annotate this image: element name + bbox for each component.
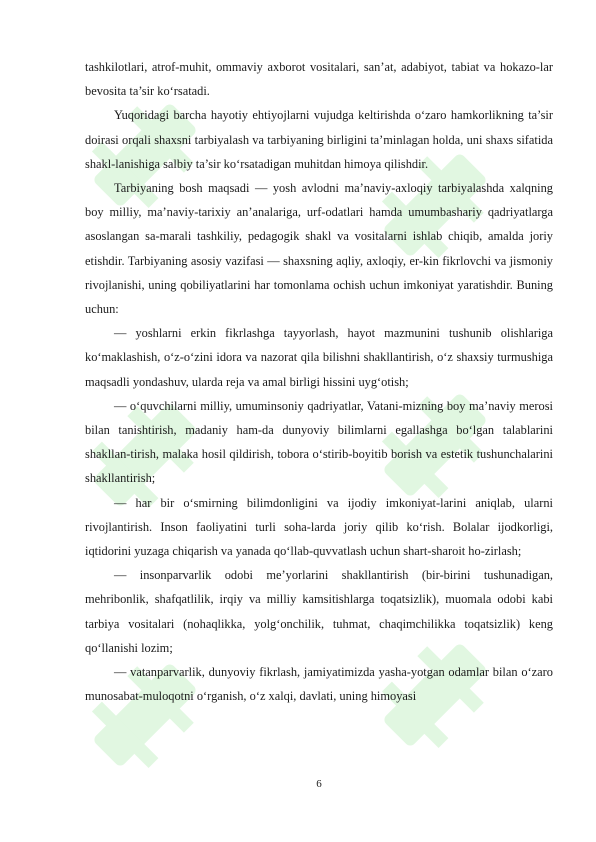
list-item: — yoshlarni erkin fikrlashga tayyorlash, hayot mazmunini tushunib olishlariga ko‘maklashish, o‘z-o‘zini idora va nazorat qila bilishni shakllantirish, o‘z shaxsiy turmushiga maqsadli yondashuv, ularda reja va amal birligi hissini uyg‘otish;	[85, 326, 553, 389]
list-item: — vatanparvarlik, dunyoviy fikrlash, jamiyatimizda yasha-yotgan odamlar bilan o‘zaro munosabat-muloqotni o‘rganish, o‘z xalqi, davlati, uning himoyasi	[85, 665, 553, 704]
list-item: — har bir o‘smirning bilimdonligini va ijodiy imkoniyat-larini aniqlab, ularni rivojlantirish. Inson faoliyatini turli soha-larda joriy qilib ko‘rish. Bolalar ijodkorligi, iqtidorini yuzaga chiqarish va yanada qo‘llab-quvvatlash uchun shart-sharoit ho-zirlash;	[85, 495, 553, 559]
list-item: — o‘quvchilarni milliy, umuminsoniy qadriyatlar, Vatani-mizning boy ma’naviy merosi bilan tanishtirish, madaniy ham-da dunyoviy bilimlarni egallashga bo‘lgan talablarini shakllan-tirish, malaka hosil qildirish, tobora o‘stirib-boyitib borish va estetik tushunchalarini shakllantirish;	[85, 398, 553, 486]
list-item: — insonparvarlik odobi me’yorlarini shakllantirish (bir-birini tushunadigan, mehribonlik, shafqatlilik, irqiy va milliy kamsitishlarga toqatsizlik), muomala odobi kabi tarbiya vositalari (nohaqlikka, yolg‘onchilik, tuhmat, chaqimchilikka toqatsizlik) keng qo‘llanishi lozim;	[85, 568, 553, 655]
body-text	[85, 55, 553, 708]
paragraph-continuation: tashkilotlari, atrof-muhit, ommaviy axborot vositalari, san’at, adabiyot, tabiat va hokazo-lar bevosita ta’sir ko‘rsatadi.	[85, 60, 553, 99]
paragraph: Yuqoridagi barcha hayotiy ehtiyojlarni vujudga keltirishda o‘zaro hamkorlikning ta’sir doirasi orqali shaxsni tarbiyalash va tarbiyaning birligini ta’minlagan holda, uni shaxs sifatida shakl-lanishiga salbiy ta’sir ko‘rsatadigan muhitdan himoya qilishdir.	[85, 108, 553, 171]
page-number: 6	[316, 778, 322, 790]
paragraph: Tarbiyaning bosh maqsadi — yosh avlodni ma’naviy-axloqiy tarbiyalashda xalqning boy milliy, ma’naviy-tarixiy an’analariga, urf-odatlari hamda umumbashariy qadriyatlarga asoslangan sa-marali tashkiliy, pedagogik shakl va vositalarni ishlab chiqib, amalda joriy etishdir. Tarbiyaning asosiy vazifasi — shaxsning aqliy, axloqiy, er-kin fikrlovchi va jismoniy rivojlanishi, uning qobiliyatlarini har tomonlama ochish uchun imkoniyat yaratishdir. Buning uchun:	[85, 181, 553, 317]
